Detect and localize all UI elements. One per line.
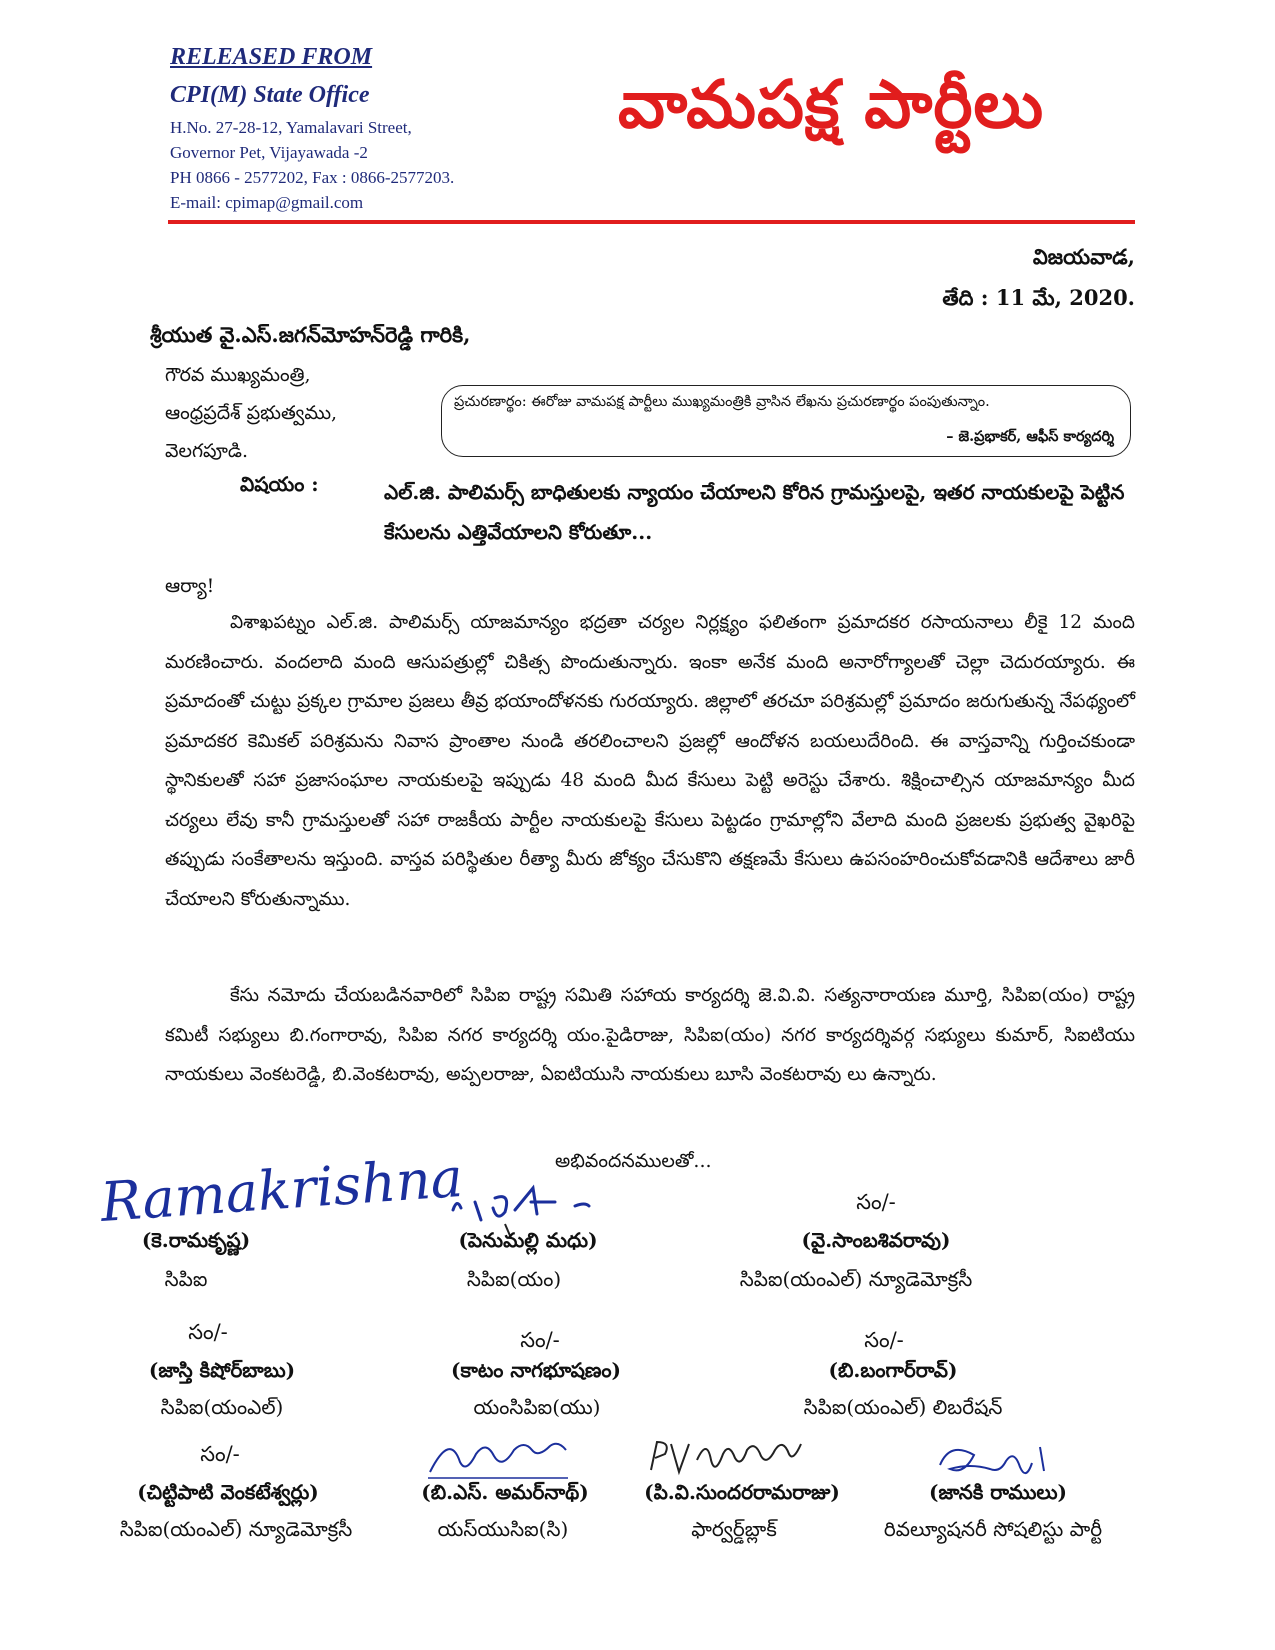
signatory-name: (చిట్టిపాటి వెంకటేశ్వర్లు) [137, 1480, 319, 1504]
address-line: Governor Pet, Vijayawada -2 [170, 143, 368, 162]
subject-text: ఎల్.జి. పాలిమర్స్ బాధితులకు న్యాయం చేయాలని కోరిన గ్రామస్తులపై, ఇతర నాయకులపై పెట్టిన కేసులను ఎత్తివేయాలని కోరుతూ... [384, 480, 1125, 544]
press-note-signature: – జె.ప్రభాకర్, ఆఫీస్ కార్యదర్శి [946, 428, 1114, 445]
signature-sundararamaraju [645, 1430, 825, 1485]
addressee-line: వెలగపూడి. [165, 440, 249, 462]
signed-mark: సం/- [856, 1190, 896, 1214]
signatory-party: ఫార్వర్డ్‌బ్లాక్ [691, 1517, 777, 1541]
office-name: CPI(M) State Office [170, 82, 370, 108]
signatory-name: (పి.వి.సుందరరామరాజు) [644, 1480, 840, 1504]
signatory-name: (వై.సాంబశివరావు) [801, 1228, 951, 1252]
email-line: E-mail: cpimap@gmail.com [170, 193, 364, 212]
body-paragraph: కేసు నమోదు చేయబడినవారిలో సిపిఐ రాష్ట్ర సమితి సహాయ కార్యదర్శి జె.వి.వి. సత్యనారాయణ మూర్తి, సిపిఐ(యం) రాష్ట్ర కమిటీ సభ్యులు బి.గంగారావు, సిపిఐ నగర కార్యదర్శి యం.పైడిరాజు, సిపిఐ(యం) నగర కార్యదర్శివర్గ సభ్యులు కుమార్, సిఐటియు నాయకులు వెంకటరెడ్డి, బి.వెంకటరావు, అప్పలరాజు, ఏఐటియుసి నాయకులు బూసి వెంకటరావు లు ఉన్నారు. [165, 985, 1135, 1085]
addressee-line: గౌరవ ముఖ్యమంత్రి, [165, 364, 311, 386]
signature-script: Ramakrishna [98, 1145, 465, 1234]
signatory-name: (కె.రామకృష్ణ) [141, 1228, 251, 1252]
signed-mark: సం/- [520, 1328, 560, 1352]
signatory-party: యస్‌యుసిఐ(సి) [437, 1517, 569, 1541]
signatory-party: సిపిఐ(యం) [466, 1267, 562, 1291]
signed-mark: సం/- [188, 1320, 228, 1344]
signatory-party: సిపిఐ(యంఎల్) [160, 1395, 284, 1419]
closing: అభివందనములతో... [555, 1150, 712, 1172]
signed-mark: సం/- [200, 1442, 240, 1466]
date-row [942, 285, 1135, 316]
signatory-party: సిపిఐ [164, 1267, 208, 1291]
signatory-party: సిపిఐ(యంఎల్) న్యూడెమోక్రసీ [119, 1517, 353, 1541]
address-line: H.No. 27-28-12, Yamalavari Street, [170, 118, 412, 137]
body-paragraph: విశాఖపట్నం ఎల్.జి. పాలిమర్స్ యాజమాన్యం భద్రతా చర్యల నిర్లక్ష్యం ఫలితంగా ప్రమాదకర రసాయనాలు లీకై 12 మంది మరణించారు. వందలాది మంది ఆసుపత్రుల్లో చికిత్స పొందుతున్నారు. ఇంకా అనేక మంది అనారోగ్యాలతో చెల్లా చెదురయ్యారు. ఈ ప్రమాదంతో చుట్టు ప్రక్కల గ్రామాల ప్రజలు తీవ్ర భయాందోళనకు గురయ్యారు. జిల్లాలో తరచూ పరిశ్రమల్లో ప్రమాదం జరుగుతున్న నేపథ్యంలో ప్రమాదకర కెమికల్ పరిశ్రమను నివాస ప్రాంతాల నుండి తరలించాలని ప్రజల్లో ఆందోళన బయలుదేరింది. ఈ వాస్తవాన్ని గుర్తించకుండా స్థానికులతో సహా ప్రజాసంఘాల నాయకులపై ఇప్పుడు 48 మంది మీద కేసులు పెట్టి అరెస్టు చేశారు. శిక్షించాల్సిన యాజమాన్యం మీద చర్యలు లేవు కానీ గ్రామస్తులతో సహా రాజకీయ పార్టీల నాయకులపై కేసులు పెట్టడం గ్రామాల్లోని వేలాది మంది ప్రజలకు ప్రభుత్వ వైఖరిపై తప్పుడు సంకేతాలను ఇస్తుంది. వాస్తవ పరిస్థితుల రీత్యా మీరు జోక్యం చేసుకొని తక్షణమే కేసులు ఉపసంహరించుకోవడానికి ఆదేశాలు జారీ చేయాలని కోరుతున్నాము. [165, 612, 1135, 910]
signatory-name: (జానకి రాములు) [929, 1480, 1067, 1504]
phone-fax-line: PH 0866 - 2577202, Fax : 0866-2577203. [170, 168, 455, 187]
signed-mark: సం/- [864, 1328, 904, 1352]
date-value: 11 మే, 2020. [995, 285, 1135, 310]
signature-ramulu [930, 1435, 1070, 1485]
letterhead-title: వామపక్ష పార్టీలు [618, 66, 1045, 143]
released-from-heading: RELEASED FROM [170, 44, 373, 70]
addressee-name: శ్రీయుత వై.ఎస్.జగన్‌మోహన్‌రెడ్డి గారికి, [150, 322, 471, 347]
signatory-name: (బి.బంగార్‌రావ్) [828, 1358, 958, 1382]
letterhead-divider [168, 220, 1135, 224]
signatory-party: సిపిఐ(యంఎల్) లిబరేషన్ [803, 1395, 1003, 1419]
signatory-name: (బి.ఎస్. అమర్‌నాథ్) [421, 1480, 589, 1504]
signatory-party: రివల్యూషనరీ సోషలిస్టు పార్టీ [883, 1517, 1103, 1541]
signatory-name: (జాస్తి కిషోర్‌బాబు) [148, 1358, 296, 1382]
signatory-name: (పెనుమల్లి మధు) [458, 1228, 598, 1252]
signatory-party: సిపిఐ(యంఎల్) న్యూడెమోక్రసీ [739, 1267, 973, 1291]
press-note-box [441, 385, 1131, 457]
salutation: ఆర్యా! [165, 575, 215, 597]
signatory-party: యంసిపిఐ(యు) [473, 1395, 601, 1419]
place: విజయవాడ, [1032, 244, 1135, 269]
addressee-line: ఆంధ్రప్రదేశ్ ప్రభుత్వము, [165, 402, 338, 424]
subject-label: విషయం : [240, 472, 319, 496]
date-label: తేది : [942, 285, 989, 310]
press-note-text: ప్రచురణార్థం: ఈరోజు వామపక్ష పార్టీలు ముఖ్యమంత్రికి వ్రాసిన లేఖను ప్రచురణార్థం పంపుతున్నాం. [454, 394, 990, 410]
signatory-name: (కాటం నాగభూషణం) [451, 1358, 621, 1382]
signature-amarnath [420, 1432, 580, 1487]
